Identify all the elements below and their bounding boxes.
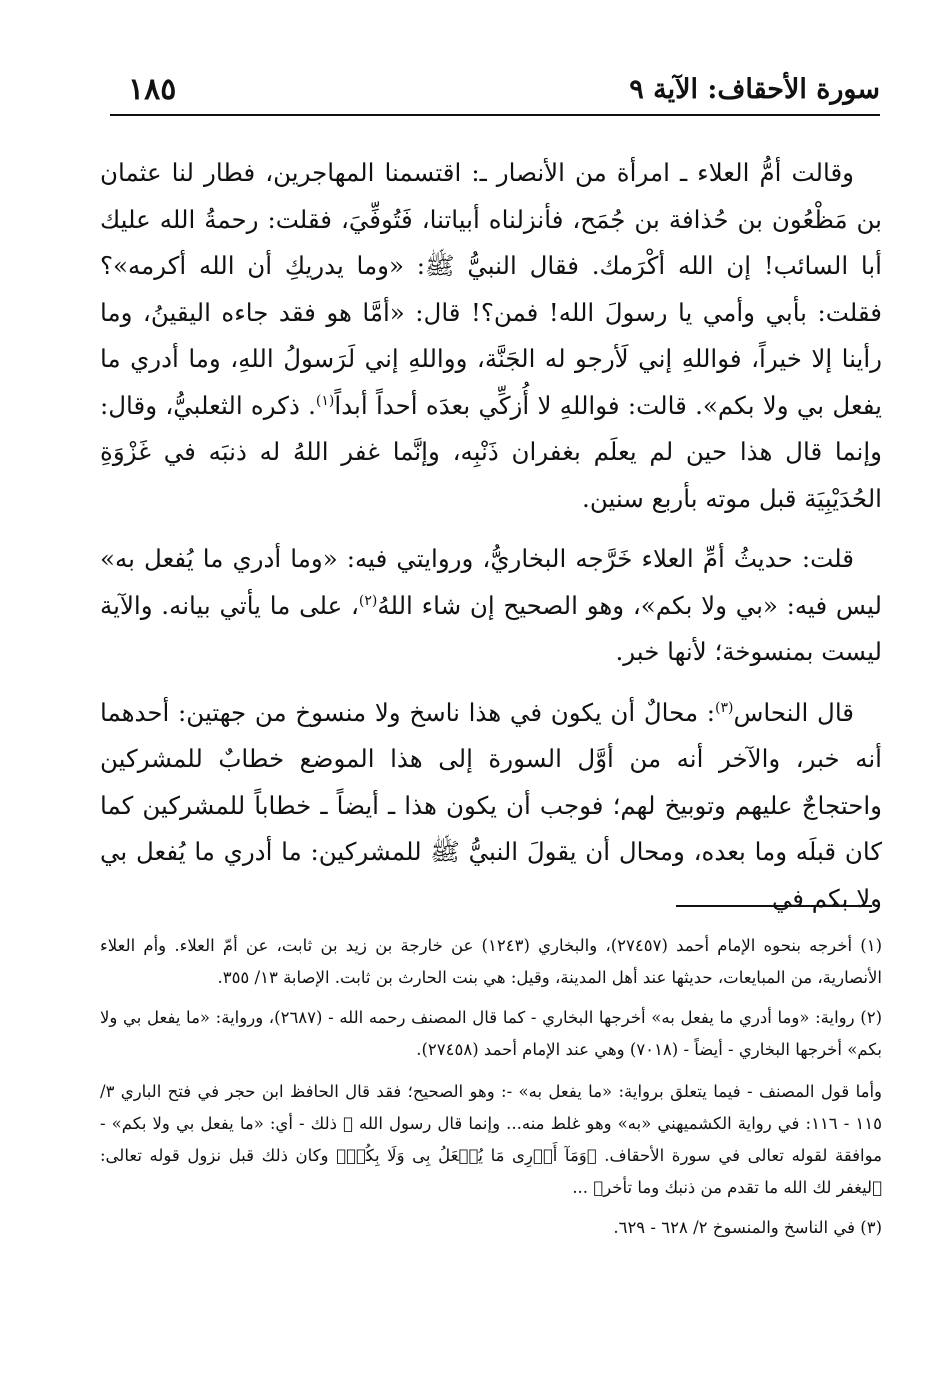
paragraph-text: قلت: حديثُ أمِّ العلاء خَرَّجه البخاريُّ، وروايتي فيه: «وما أدري ما يُفعل به» ليس فيه: «بي ولا بكم»، وهو الصحيح إن شاء اللهُ (100, 544, 882, 620)
running-header (110, 66, 880, 118)
paragraph-author-note (100, 536, 882, 676)
paragraph-text: . ذكره الثعلبيُّ، وقال: وإنما قال هذا حين لم يعلَم بغفران ذَنْبِه، وإنَّما غفر اللهُ له ذنبَه في غَزْوَةِ الحُدَيْبِيَة قبل موته بأربع سنين. (100, 390, 882, 513)
paragraph-text: : محالٌ أن يكون في هذا ناسخ ولا منسوخ من جهتين: أحدهما أنه خبر، والآخر أنه من أوَّل السورة إلى هذا الموضع خطابٌ للمشركين واحتجاجٌ عليهم وتوبيخ لهم؛ فوجب أن يكون هذا ـ أيضاً ـ خطاباً للمشركين كما كان قبلَه وما بعده، ومحال أن يقولَ النبيُّ ﷺ للمشركين: ما أدري ما يُفعل بي ولا بكم في (100, 697, 882, 913)
footnote-2-continuation (100, 1076, 882, 1204)
footnote-ref-1: (١) (315, 392, 335, 409)
footnote-separator (676, 905, 872, 907)
footnote-number: (٢) (860, 1008, 882, 1027)
surah-title: سورة الأحقاف: الآية ٩ (629, 74, 880, 105)
footnote-2 (100, 1002, 882, 1066)
paragraph-um-alaa (100, 150, 882, 522)
footnote-text: أخرجه بنحوه الإمام أحمد (٢٧٤٥٧)، والبخاري (١٢٤٣) عن خارجة بن زيد بن ثابت، عن أمّ العلاء. وأم العلاء الأنصارية، من المبايعات، حديثها عند أهل المدينة، وقيل: هي بنت الحارث بن ثابت. الإصابة ١٣/ ٣٥٥. (100, 936, 882, 987)
footnote-1 (100, 930, 882, 994)
footnote-number: (١) (860, 936, 882, 955)
paragraph-nahhas (100, 690, 882, 923)
paragraph-text: ، على ما يأتي بيانه. والآية ليست بمنسوخة؛ لأنها خبر. (100, 590, 882, 666)
page-number: ١٨٥ (128, 72, 177, 107)
header-rule (110, 114, 880, 116)
paragraph-text: وقالت أمُّ العلاء ـ امرأة من الأنصار ـ: اقتسمنا المهاجرين، فطار لنا عثمان بن مَظْعُون بن حُذافة بن جُمَح، فأنزلناه أبياتنا، فَتُوفِّيَ، فقلت: رحمةُ الله عليك أبا السائب! إن الله أكْرَمك. فقال النبيُّ ﷺ: «وما يدريكِ أن الله أكرمه»؟ فقلت: بأبي وأمي يا رسولَ الله! فمن؟! قال: «أمَّا هو فقد جاءه اليقينُ، وما رأينا إلا خيراً، فواللهِ إني لَأرجو له الجَنَّة، وواللهِ إني لَرَسولُ اللهِ، وما أدري ما يفعل بي ولا بكم». قالت: فواللهِ لا أُزكِّي بعدَه أحداً أبداً (100, 158, 882, 420)
footnote-number: (٣) (860, 1218, 882, 1237)
footnote-3 (100, 1212, 882, 1244)
footnotes (100, 930, 882, 1252)
footnote-ref-2: (٢) (358, 592, 378, 609)
paragraph-text: قال النحاس (733, 697, 854, 727)
footnote-text: وأما قول المصنف - فيما يتعلق برواية: «ما يفعل به» -: وهو الصحيح؛ فقد قال الحافظ ابن حجر في فتح الباري ٣/ ١١٥ - ١١٦: في رواية الكشميهني «به» وهو غلط منه... وإنما قال رسول الله ﷺ ذلك - أي: «ما يفعل بي ولا بكم» - موافقة لقوله تعالى في سورة الأحقاف. ﴿وَمَآ أَدۡرِى مَا يُفۡعَلُ بِى وَلَا بِكُمۡ﴾ وكان ذلك قبل نزول قوله تعالى: ﴿ليغفر لك الله ما تقدم من ذنبك وما تأخر﴾ ... (100, 1082, 883, 1197)
footnote-text: في الناسخ والمنسوخ ٢/ ٦٢٨ - ٦٢٩. (613, 1218, 855, 1237)
main-text (100, 150, 882, 936)
footnote-text: رواية: «وما أدري ما يفعل به» أخرجها البخاري - كما قال المصنف رحمه الله - (٢٦٨٧)، ورواية: «ما يفعل بي ولا بكم» أخرجها البخاري - أيضاً - (٧٠١٨) وهي عند الإمام أحمد (٢٧٤٥٨). (100, 1008, 882, 1059)
footnote-ref-3: (٣) (715, 699, 734, 716)
